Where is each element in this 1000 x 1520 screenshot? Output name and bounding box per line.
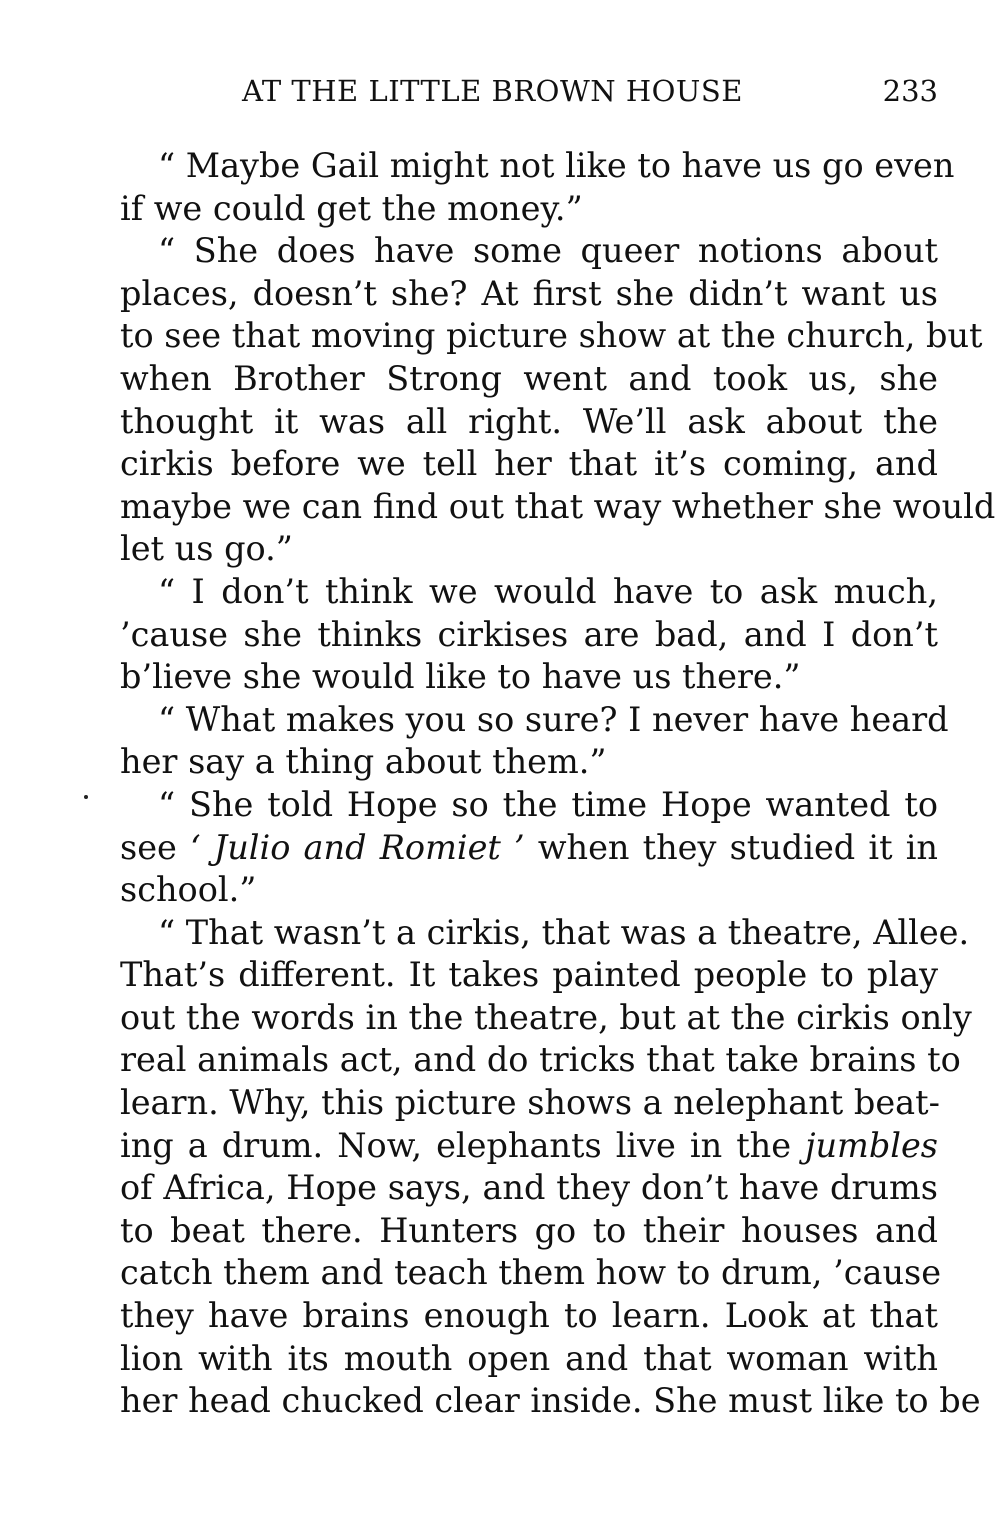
text-line: of Africa, Hope says, and they don’t have drums — [120, 1168, 938, 1208]
text-line — [120, 1125, 938, 1168]
page-number: 233 — [882, 74, 938, 108]
running-title: AT THE LITTLE BROWN HOUSE — [242, 74, 743, 108]
text-line: her head chucked clear inside. She must like to be — [120, 1381, 981, 1421]
text-line: b’lieve she would like to have us there.” — [120, 657, 801, 697]
text-line: “ Maybe Gail might not like to have us go even — [158, 146, 955, 185]
text-line: to beat there. Hunters go to their houses and — [120, 1210, 938, 1250]
text-line: to see that moving picture show at the church, but — [120, 316, 983, 356]
italic-word: jumbles — [805, 1125, 938, 1165]
text-line: “ She told Hope so the time Hope wanted to — [158, 784, 938, 824]
text-line: catch them and teach them how to drum, ’cause — [120, 1253, 942, 1293]
text-line: cirkis before we tell her that it’s coming, and — [120, 444, 938, 484]
text-line: ’cause she thinks cirkises are bad, and I don’t — [120, 614, 938, 654]
text-line: her say a thing about them.” — [120, 742, 607, 782]
text-line: if we could get the money.” — [120, 188, 583, 228]
text-run: when they studied it in — [524, 827, 938, 867]
text-line: maybe we can find out that way whether she would — [120, 486, 996, 526]
text-line: school.” — [120, 870, 257, 910]
text-line: when Brother Strong went and took us, she — [120, 358, 938, 398]
text-line: learn. Why, this picture shows a nelephant beat- — [120, 1083, 940, 1123]
text-line: out the words in the theatre, but at the cirkis only — [120, 997, 972, 1037]
text-line — [120, 827, 938, 870]
text-line: real animals act, and do tricks that take brains to — [120, 1040, 961, 1080]
text-line: “ What makes you so sure? I never have heard — [158, 699, 949, 739]
margin-mark — [84, 795, 88, 799]
text-line: “ I don’t think we would have to ask much, — [158, 571, 938, 611]
text-line: “ That wasn’t a cirkis, that was a theatre, Allee. — [158, 912, 970, 952]
text-line: let us go.” — [120, 529, 293, 569]
text-line: lion with its mouth open and that woman with — [120, 1338, 938, 1378]
italic-title: ‘ Julio and Romiet ’ — [190, 827, 525, 867]
text-line: “ She does have some queer notions about — [158, 231, 938, 271]
text-line: places, doesn’t she? At first she didn’t want us — [120, 273, 938, 313]
text-line: That’s different. It takes painted people to play — [120, 955, 938, 995]
text-run: see — [120, 827, 190, 867]
text-line: thought it was all right. We’ll ask about the — [120, 401, 938, 441]
running-head — [120, 74, 938, 114]
text-line: they have brains enough to learn. Look at that — [120, 1296, 938, 1336]
text-run: ing a drum. Now, elephants live in the — [120, 1125, 806, 1165]
body-text — [120, 145, 996, 1423]
